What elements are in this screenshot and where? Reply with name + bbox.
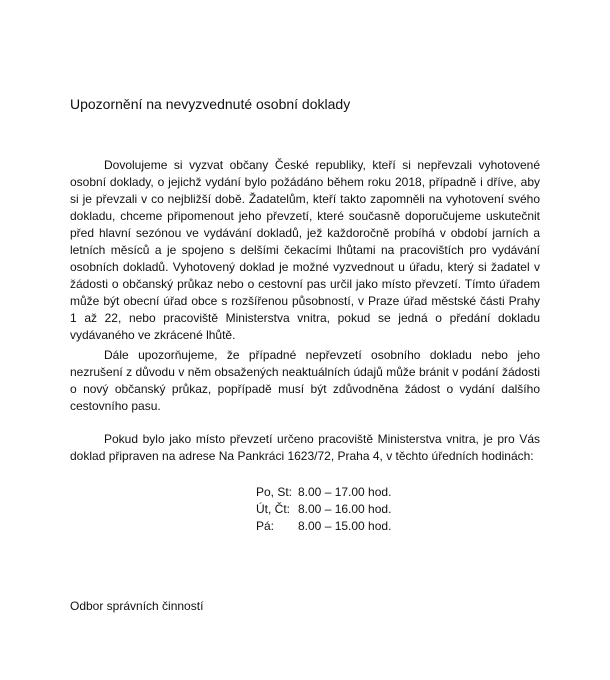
office-hours-row (256, 518, 391, 535)
document-title: Upozornění na nevyzvednuté osobní doklady (70, 96, 351, 112)
paragraph-pickup-location: Pokud bylo jako místo převzetí určeno pracoviště Ministerstva vnitra, je pro Vás doklad připraven na adrese Na Pankráci 1623/72, Praha 4, v těchto úředních hodinách: (70, 432, 540, 463)
office-hours-day: Po, St: (256, 485, 293, 499)
office-hours-time: 8.00 – 16.00 hod. (298, 502, 392, 516)
paragraph-invitation: Dovolujeme si vyzvat občany České republiky, kteří si nepřevzali vyhotovené osobní doklady, o jejichž vydání bylo požádáno během roku 2018, případně i dříve, aby si je převzali v co nejbližší době. Žadatelům, kteří takto zapomněli na vyhotovení svého dokladu, chceme připomenout jeho převzetí, které současně doporučujeme uskutečnit před hlavní sezónou ve vydávání dokladů, jež každoročně probíhá v období jarních a letních měsíců a je spojeno s delšími čekacími lhůtami na pracovištích pro vydávání osobních dokladů. Vyhotovený doklad je možné vyzvednout u úřadu, který si žadatel v žádosti o občanský průkaz nebo o cestovní pas určil jako místo převzetí. Tímto úřadem může být obecní úřad obce s rozšířenou působností, v Praze úřad městské části Prahy 1 až 22, nebo pracoviště Ministerstva vnitra, pokud se jedná o předání dokladu vydávaného ve zkrácené lhůtě. (70, 158, 540, 342)
office-hours-row (256, 484, 391, 501)
office-hours-time: 8.00 – 17.00 hod. (298, 485, 392, 499)
paragraph-warning: Dále upozorňujeme, že případné nepřevzetí osobního dokladu nebo jeho nezrušení z důvodu v něm obsažených neaktuálních údajů může bránit v podání žádosti o nový občanský průkaz, popřípadě musí být zdůvodněna žádost o vydání dalšího cestovního pasu. (70, 348, 540, 413)
office-hours-row (256, 501, 391, 518)
office-hours-list (256, 484, 391, 535)
office-hours-time: 8.00 – 15.00 hod. (298, 519, 392, 533)
office-hours-day: Út, Čt: (256, 502, 291, 516)
document-signature: Odbor správních činností (70, 599, 204, 613)
office-hours-day: Pá: (256, 519, 275, 533)
